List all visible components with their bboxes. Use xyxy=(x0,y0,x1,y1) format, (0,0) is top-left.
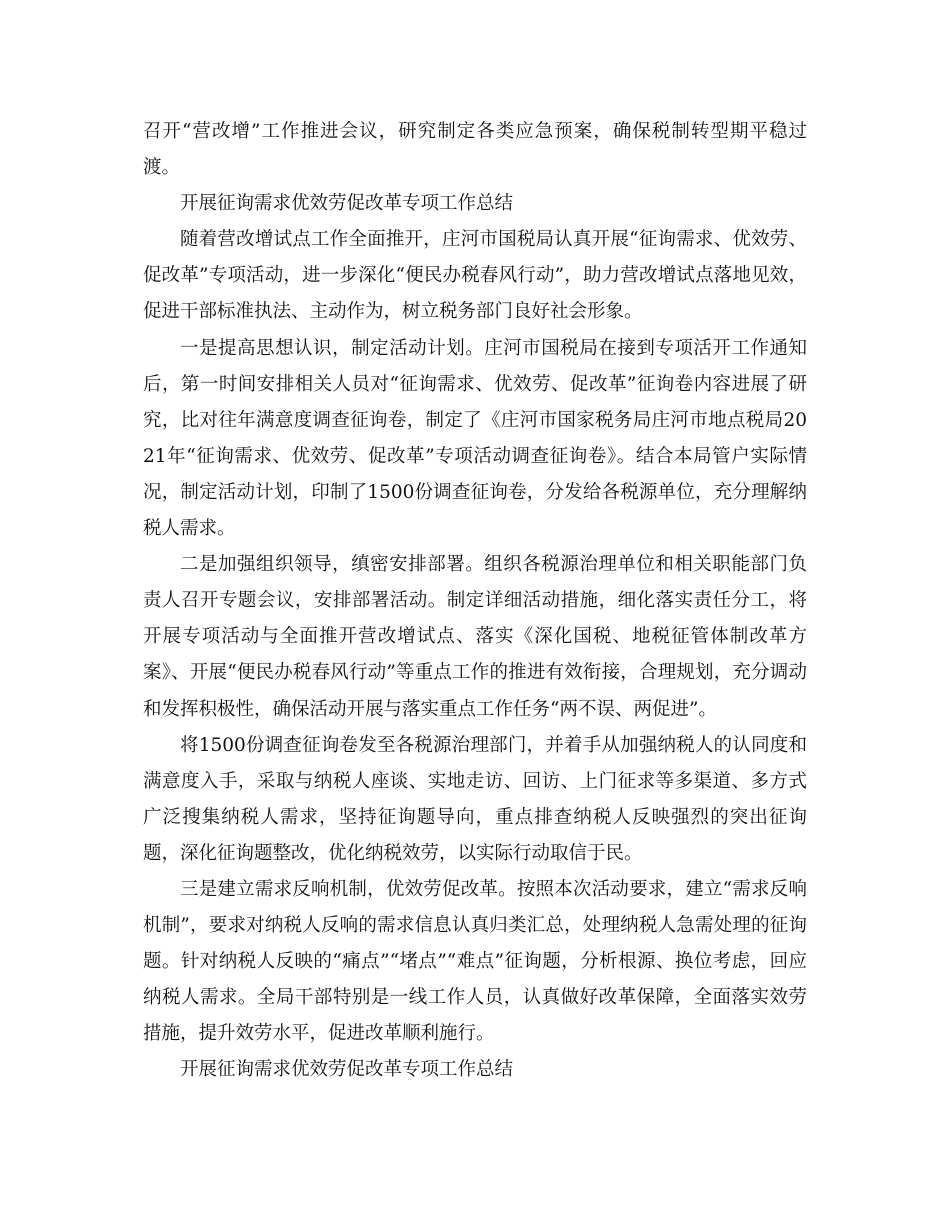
paragraph-point-two: 二是加强组织领导，缜密安排部署。组织各税源治理单位和相关职能部门负责人召开专题会议，安排部署活动。制定详细活动措施，细化落实责任分工，将开展专项活动与全面推开营改增试点、落实《深化国税、地税征管体制改革方案》、开展“便民办税春风行动”等重点工作的推进有效衔接，合理规划，充分调动和发挥积极性，确保活动开展与落实重点工作任务“两不误、两促进”。 xyxy=(143,554,807,720)
paragraph-point-one: 一是提高思想认识，制定活动计划。庄河市国税局在接到专项活开工作通知后，第一时间安排相关人员对“征询需求、优效劳、促改革”征询卷内容进展了研究，比对往年满意度调查征询卷，制定了《庄河市国家税务局庄河市地点税局2021年“征询需求、优效劳、促改革”专项活动调查征询卷》。结合本局管户实际情况，制定活动计划，印制了1500份调查征询卷，分发给各税源单位，充分理解纳税人需求。 xyxy=(143,337,807,540)
paragraph-point-three: 三是建立需求反响机制，优效劳促改革。按照本次活动要求，建立“需求反响机制”，要求对纳税人反响的需求信息认真归类汇总，处理纳税人急需处理的征询题。针对纳税人反映的“痛点”“堵点”“难点”征询题，分析根源、换位考虑，回应纳税人需求。全局干部特别是一线工作人员，认真做好改革保障，全面落实效劳措施，提升效劳水平，促进改革顺利施行。 xyxy=(143,878,807,1045)
paragraph-survey: 将1500份调查征询卷发至各税源治理部门，并着手从加强纳税人的认同度和满意度入手，采取与纳税人座谈、实地走访、回访、上门征求等多渠道、多方式广泛搜集纳税人需求，坚持征询题导向，重点排查纳税人反映强烈的突出征询题，深化征询题整改，优化纳税效劳，以实际行动取信于民。 xyxy=(143,734,807,864)
document-body xyxy=(143,114,807,1089)
paragraph-continuation: 召开“营改增”工作推进会议，研究制定各类应急预案，确保税制转型期平稳过渡。 xyxy=(143,121,807,179)
paragraph-intro: 随着营改增试点工作全面推开，庄河市国税局认真开展“征询需求、优效劳、促改革”专项活动，进一步深化“便民办税春风行动”，助力营改增试点落地见效，促进干部标准执法、主动作为，树立税务部门良好社会形象。 xyxy=(143,229,807,323)
section-heading-repeat: 开展征询需求优效劳促改革专项工作总结 xyxy=(180,1059,514,1081)
section-heading: 开展征询需求优效劳促改革专项工作总结 xyxy=(180,193,514,215)
